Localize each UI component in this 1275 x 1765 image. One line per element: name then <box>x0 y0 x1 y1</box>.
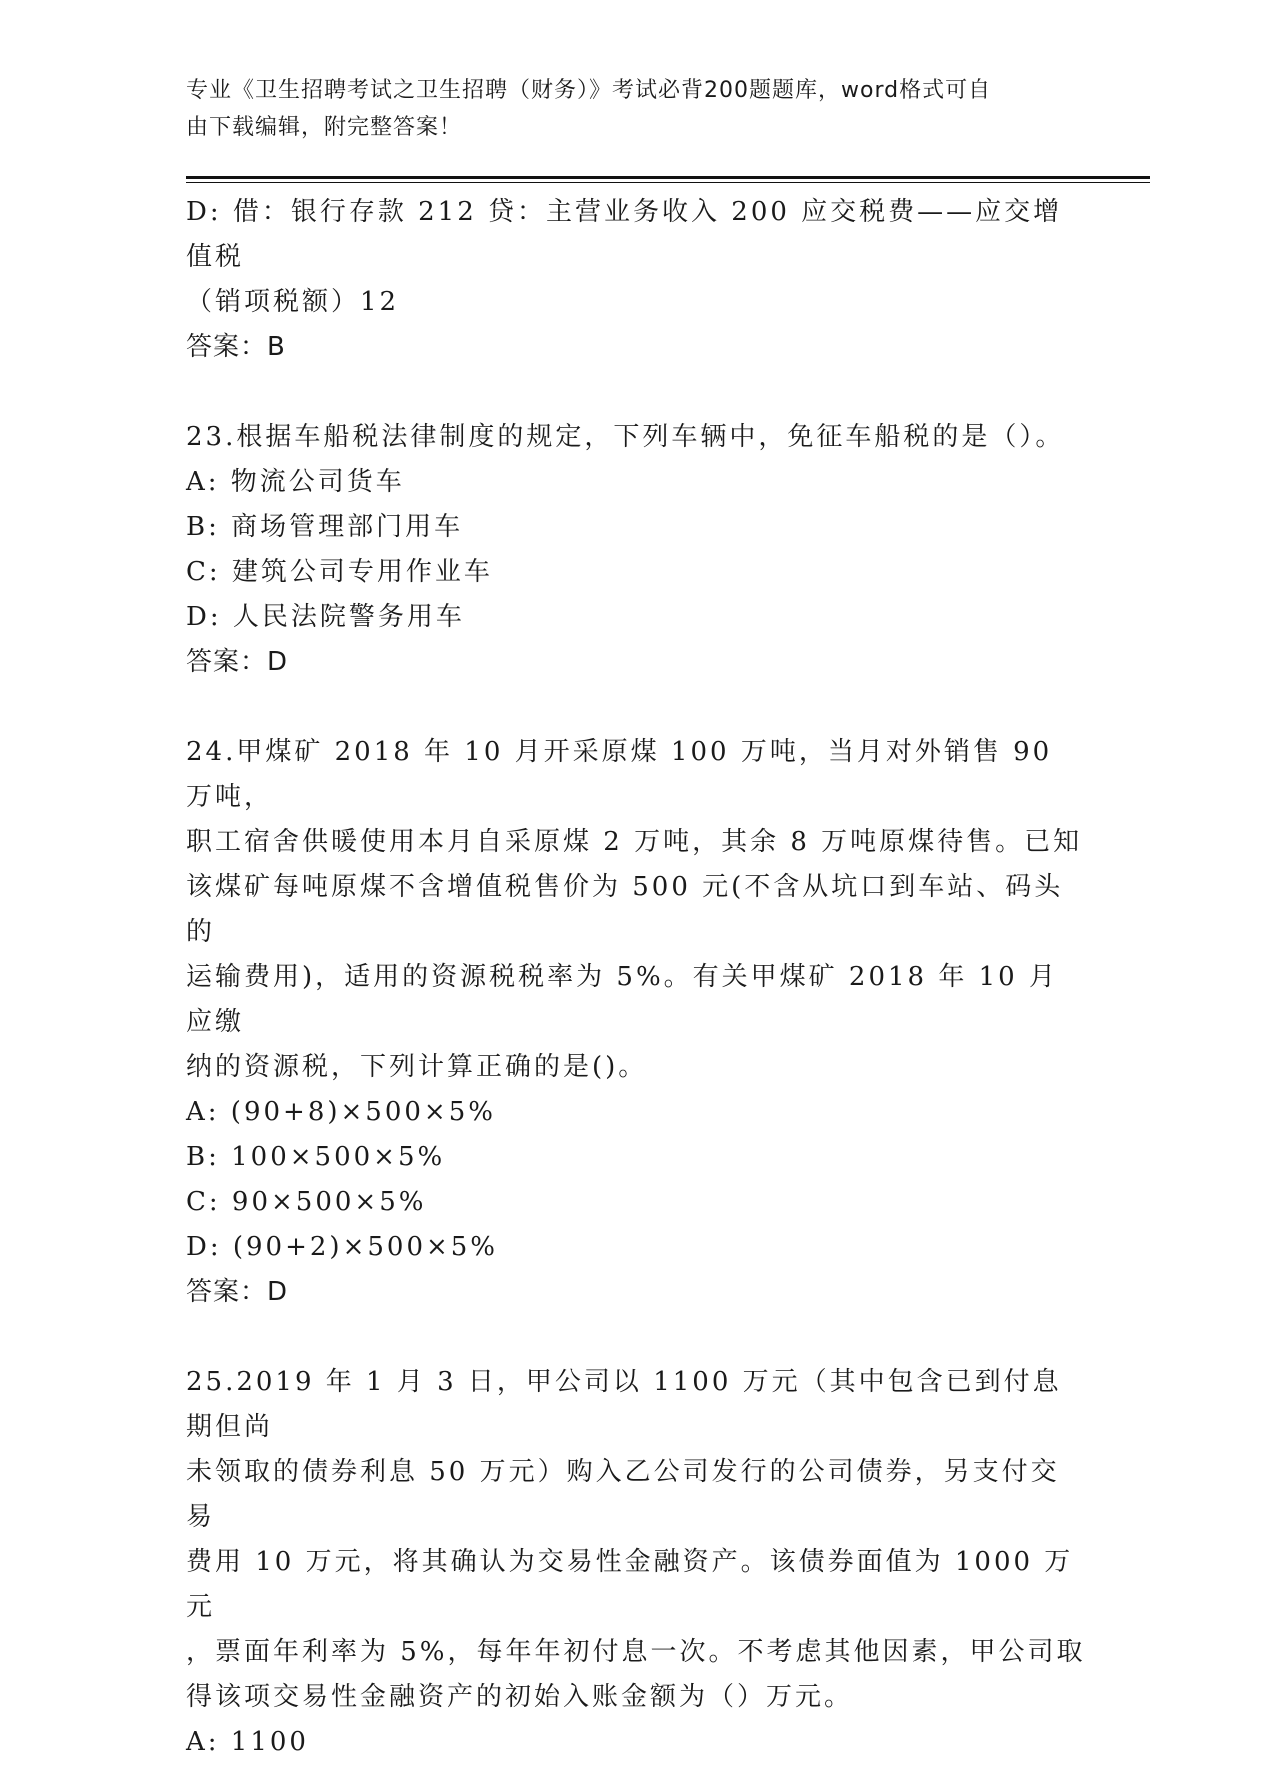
question-25 <box>186 1360 1086 1765</box>
q24-option-a: A: (90+8)×500×5% <box>186 1097 496 1127</box>
q23-option-b: B: 商场管理部门用车 <box>186 512 464 542</box>
q24-stem-line-5: 纳的资源税，下列计算正确的是()。 <box>186 1052 648 1082</box>
header-rule-thin <box>186 182 1150 183</box>
q24-option-c: C: 90×500×5% <box>186 1187 427 1217</box>
question-22-tail <box>186 190 1086 370</box>
q23-option-d: D: 人民法院警务用车 <box>186 602 465 632</box>
question-content <box>186 190 1086 1765</box>
q22-option-d-line-1: D: 借：银行存款 212 贷：主营业务收入 200 应交税费——应交增值税 <box>186 197 1063 272</box>
q24-stem-line-3: 该煤矿每吨原煤不含增值税售价为 500 元(不含从坑口到车站、码头的 <box>186 872 1064 947</box>
spacer <box>186 1315 1086 1360</box>
q23-answer: 答案：D <box>186 647 289 677</box>
q24-stem-line-1: 24.甲煤矿 2018 年 10 月开采原煤 100 万吨，当月对外销售 90 万吨， <box>186 737 1064 812</box>
q25-stem-line-1: 25.2019 年 1 月 3 日，甲公司以 1100 万元（其中包含已到付息期但尚 <box>186 1367 1062 1442</box>
header-rule-thick <box>186 176 1150 179</box>
question-23 <box>186 415 1086 685</box>
q25-stem-line-2: 未领取的债券利息 50 万元）购入乙公司发行的公司债券，另支付交易 <box>186 1457 1060 1532</box>
q25-stem-line-5: 得该项交易性金融资产的初始入账金额为（）万元。 <box>186 1682 854 1712</box>
q25-option-a: A: 1100 <box>186 1727 309 1757</box>
q22-answer: 答案：B <box>186 332 286 362</box>
spacer <box>186 685 1086 730</box>
header-line-1: 专业《卫生招聘考试之卫生招聘（财务）》考试必背200题题库，word格式可自 <box>186 78 992 103</box>
q24-stem-line-2: 职工宿舍供暖使用本月自采原煤 2 万吨，其余 8 万吨原煤待售。已知 <box>186 827 1083 857</box>
spacer <box>186 370 1086 415</box>
q22-option-d-line-2: （销项税额）12 <box>186 287 400 317</box>
q23-option-a: A: 物流公司货车 <box>186 467 405 497</box>
q24-stem-line-4: 运输费用)，适用的资源税税率为 5%。有关甲煤矿 2018 年 10 月应缴 <box>186 962 1058 1037</box>
question-24 <box>186 730 1086 1315</box>
q23-stem: 23.根据车船税法律制度的规定，下列车辆中，免征车船税的是（）。 <box>186 422 1065 452</box>
q25-stem-line-3: 费用 10 万元，将其确认为交易性金融资产。该债券面值为 1000 万元 <box>186 1547 1074 1622</box>
q23-option-c: C: 建筑公司专用作业车 <box>186 557 493 587</box>
q25-stem-line-4: ，票面年利率为 5%，每年年初付息一次。不考虑其他因素，甲公司取 <box>186 1637 1086 1667</box>
q24-option-b: B: 100×500×5% <box>186 1142 446 1172</box>
q24-option-d: D: (90+2)×500×5% <box>186 1232 499 1262</box>
page-header <box>186 72 1066 146</box>
header-line-2: 由下载编辑，附完整答案！ <box>186 115 463 140</box>
q24-answer: 答案：D <box>186 1277 289 1307</box>
